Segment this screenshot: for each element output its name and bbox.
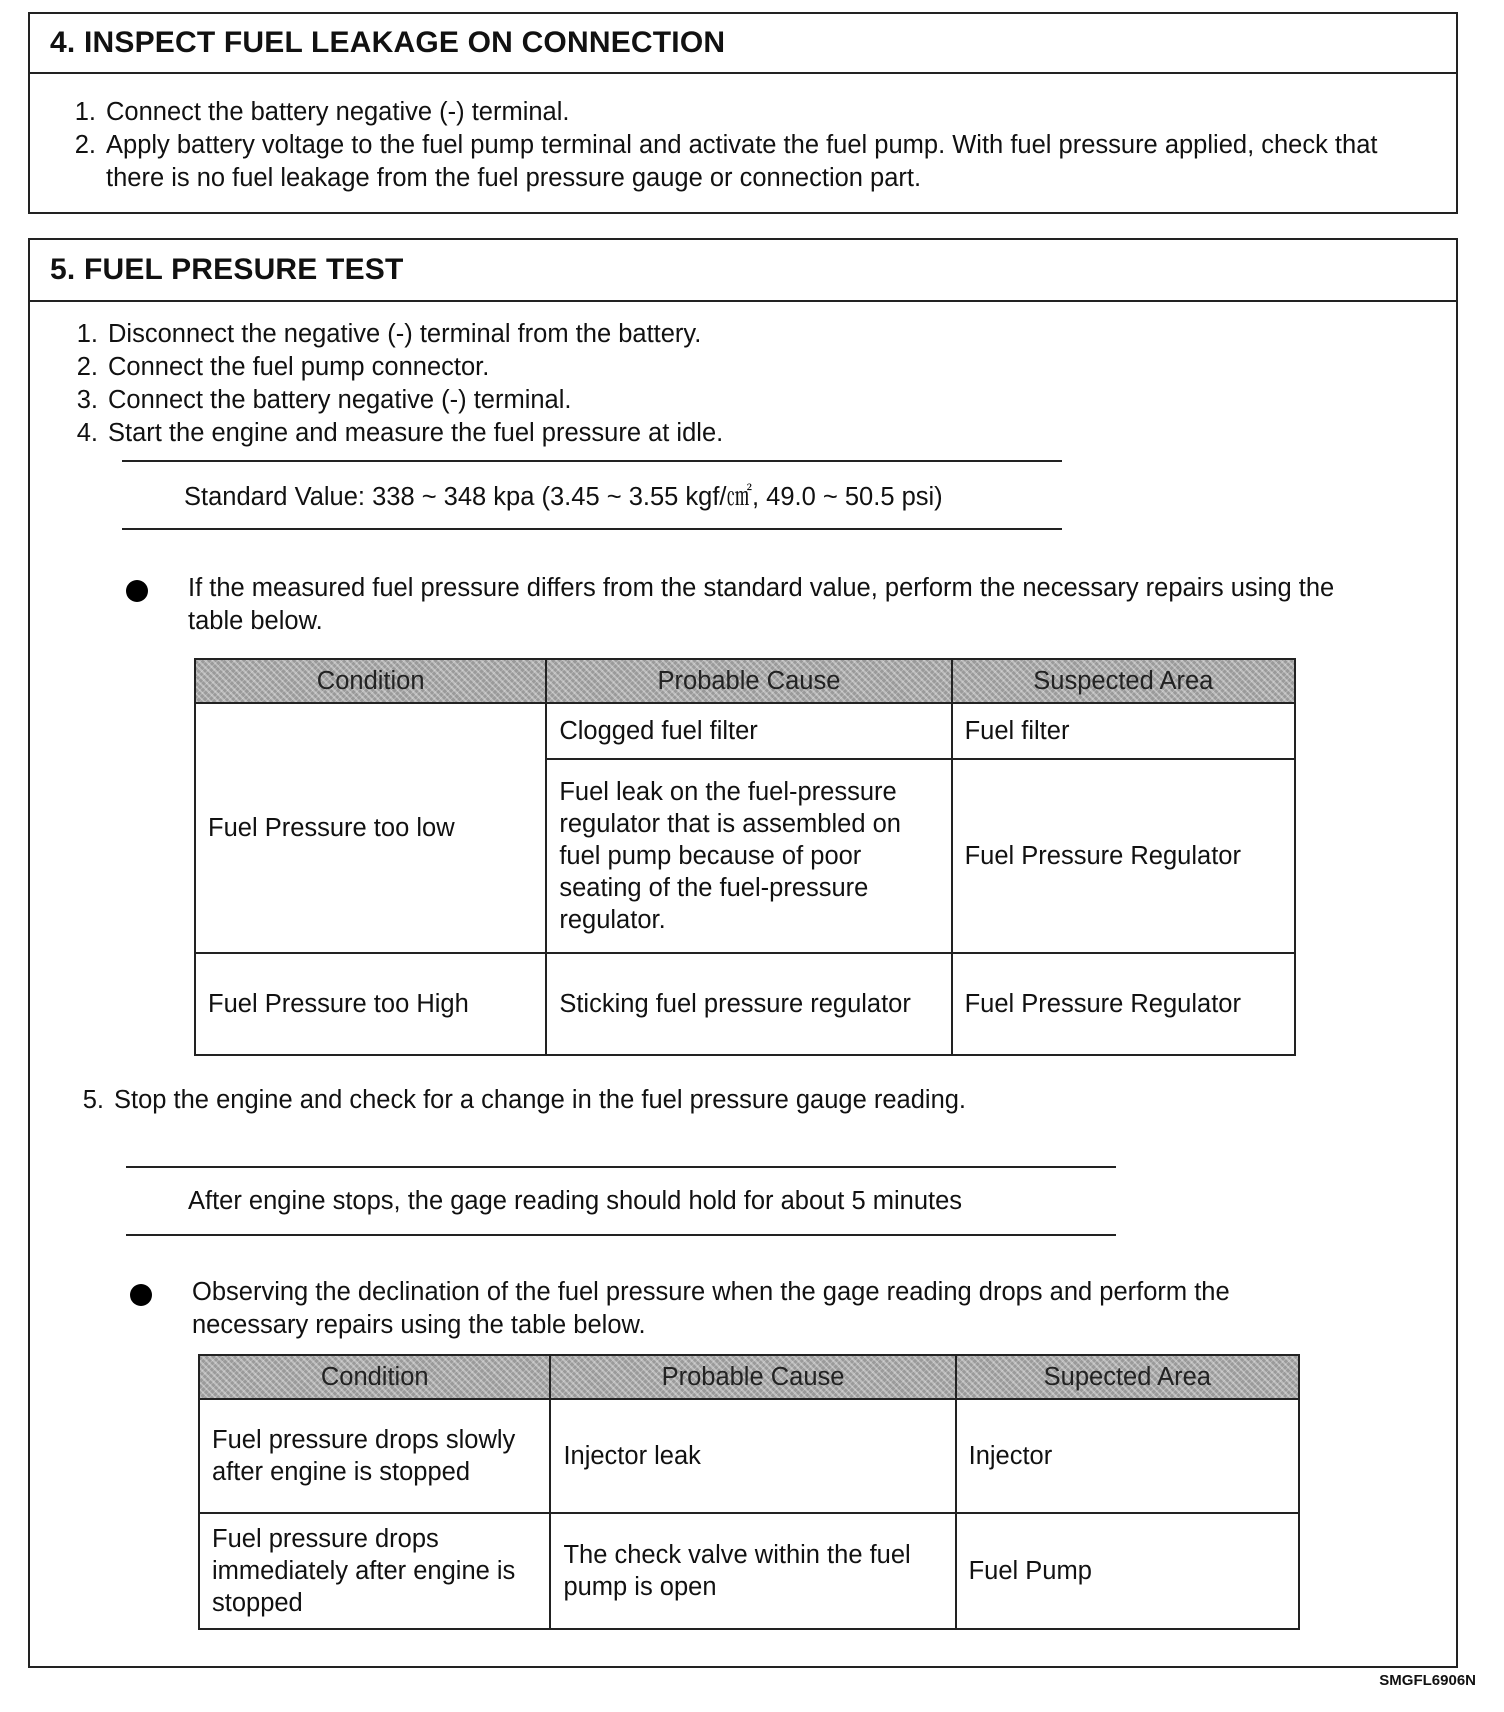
area-cell: Fuel Pressure Regulator — [952, 953, 1295, 1055]
standard-value-text: Standard Value: 338 ~ 348 kpa (3.45 ~ 3.55 kgf/㎠, 49.0 ~ 50.5 psi) — [184, 483, 943, 511]
section-5-step-5 — [64, 1084, 1364, 1117]
bullet-note-2 — [130, 1276, 1350, 1342]
table-row — [199, 1399, 1299, 1513]
bullet-text: If the measured fuel pressure differs from the standard value, perform the necessary repairs using the table below. — [188, 574, 1335, 635]
condition-cell: Fuel Pressure too High — [195, 953, 546, 1055]
step-text: Connect the fuel pump connector. — [108, 353, 490, 381]
bullet-icon — [126, 580, 148, 602]
area-cell: Fuel filter — [952, 703, 1295, 759]
step-text: Connect the battery negative (-) terminal. — [106, 98, 570, 126]
column-header-suspected-area: Suspected Area — [952, 659, 1295, 703]
cause-cell: Injector leak — [550, 1399, 955, 1513]
step-number: 5. — [82, 1086, 104, 1114]
section-4-title: 4. INSPECT FUEL LEAKAGE ON CONNECTION — [30, 14, 1456, 74]
step-item — [58, 351, 1358, 384]
gauge-hold-note-box — [126, 1166, 1116, 1236]
repair-table-pressure — [194, 658, 1296, 1056]
step-text: Stop the engine and check for a change in the fuel pressure gauge reading. — [114, 1086, 967, 1114]
step-item — [56, 96, 1386, 129]
cause-cell: Clogged fuel filter — [546, 703, 951, 759]
column-header-condition: Condition — [199, 1355, 550, 1399]
step-number: 4. — [76, 419, 98, 447]
step-item — [58, 417, 1358, 450]
table-header-row — [195, 659, 1295, 703]
repair-table-pressure-drop — [198, 1354, 1300, 1630]
step-text: Apply battery voltage to the fuel pump terminal and activate the fuel pump. With fuel pressure applied, check that there is no fuel leakage from the fuel pressure gauge or connection part. — [106, 131, 1378, 192]
area-cell: Injector — [956, 1399, 1299, 1513]
step-text: Start the engine and measure the fuel pressure at idle. — [108, 419, 724, 447]
gauge-hold-note-text: After engine stops, the gage reading should hold for about 5 minutes — [188, 1186, 963, 1215]
section-5-steps-1-4 — [58, 318, 1358, 450]
column-header-probable-cause: Probable Cause — [546, 659, 951, 703]
table-row — [195, 953, 1295, 1055]
document-code: SMGFL6906N — [1379, 1672, 1476, 1689]
cause-cell: Sticking fuel pressure regulator — [546, 953, 951, 1055]
step-text: Disconnect the negative (-) terminal from the battery. — [108, 320, 702, 348]
column-header-probable-cause: Probable Cause — [550, 1355, 955, 1399]
section-inspect-fuel-leakage — [28, 12, 1458, 214]
column-header-condition: Condition — [195, 659, 546, 703]
column-header-suspected-area: Supected Area — [956, 1355, 1299, 1399]
step-item — [56, 129, 1386, 195]
condition-cell: Fuel pressure drops immediately after engine is stopped — [199, 1513, 550, 1629]
step-number: 1. — [74, 98, 96, 126]
step-number: 3. — [76, 386, 98, 414]
section-4-steps — [56, 96, 1386, 195]
step-text: Connect the battery negative (-) terminal. — [108, 386, 572, 414]
condition-cell: Fuel Pressure too low — [195, 703, 546, 953]
section-fuel-pressure-test — [28, 238, 1458, 1668]
step-item — [64, 1084, 1364, 1117]
area-cell: Fuel Pressure Regulator — [952, 759, 1295, 953]
bullet-note-1 — [126, 572, 1336, 638]
standard-value-box — [122, 460, 1062, 530]
bullet-icon — [130, 1284, 152, 1306]
table-row — [199, 1513, 1299, 1629]
cause-cell: Fuel leak on the fuel-pressure regulator that is assembled on fuel pump because of poor seating of the fuel-pressure regulator. — [546, 759, 951, 953]
condition-cell: Fuel pressure drops slowly after engine is stopped — [199, 1399, 550, 1513]
step-number: 2. — [76, 353, 98, 381]
area-cell: Fuel Pump — [956, 1513, 1299, 1629]
step-number: 2. — [74, 131, 96, 159]
section-5-title: 5. FUEL PRESURE TEST — [30, 240, 1456, 302]
table-row — [195, 703, 1295, 759]
step-item — [58, 318, 1358, 351]
table-header-row — [199, 1355, 1299, 1399]
bullet-text: Observing the declination of the fuel pressure when the gage reading drops and perform the necessary repairs using the table below. — [192, 1278, 1230, 1339]
cause-cell: The check valve within the fuel pump is open — [550, 1513, 955, 1629]
step-number: 1. — [76, 320, 98, 348]
step-item — [58, 384, 1358, 417]
